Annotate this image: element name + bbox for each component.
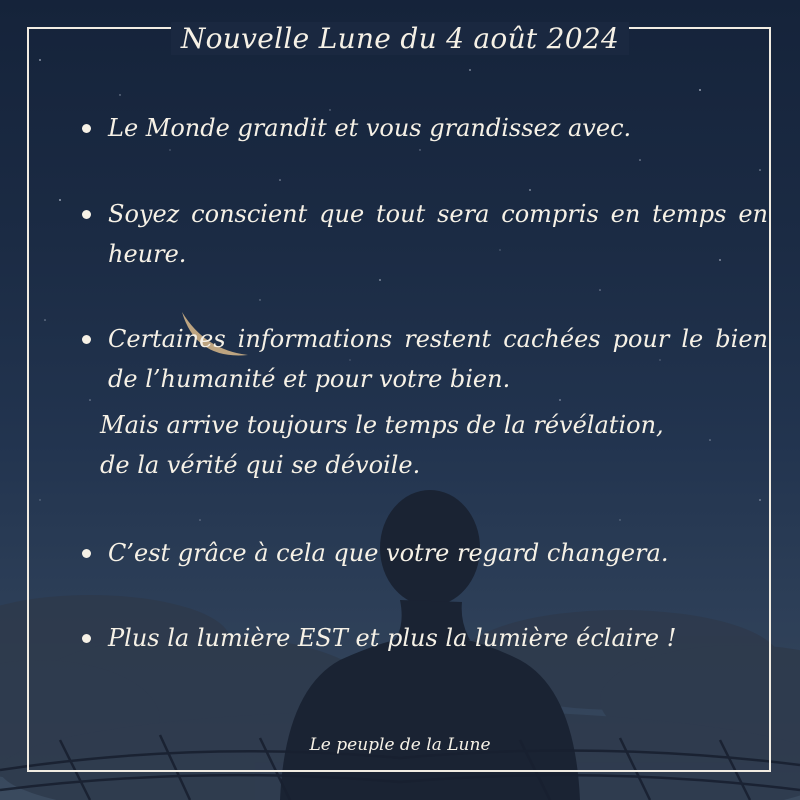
bullet-dot (82, 549, 91, 558)
bullet-text-5: Plus la lumière EST et plus la lumière éclaire ! (108, 624, 677, 652)
bullet-text-4: C’est grâce à cela que votre regard changera. (108, 539, 669, 567)
bullet-dot (82, 124, 91, 133)
bullet-dot (82, 210, 91, 219)
continuation-line-1: Mais arrive toujours le temps de la révélation, (100, 411, 664, 439)
page-title (0, 22, 800, 55)
bullet-text-1: Le Monde grandit et vous grandissez avec. (108, 114, 632, 142)
bullet-dot (82, 634, 91, 643)
page-title-text: Nouvelle Lune du 4 août 2024 (171, 22, 629, 55)
signature: Le peuple de la Lune (309, 735, 491, 755)
bullet-dot (82, 335, 91, 344)
bullet-text-3: Certaines informations restent cachées pour le bien de l’humanité et pour votre bien. (108, 325, 768, 393)
bullet-text-2: Soyez conscient que tout sera compris en temps en heure. (108, 200, 768, 268)
continuation-line-2: de la vérité qui se dévoile. (100, 451, 421, 479)
